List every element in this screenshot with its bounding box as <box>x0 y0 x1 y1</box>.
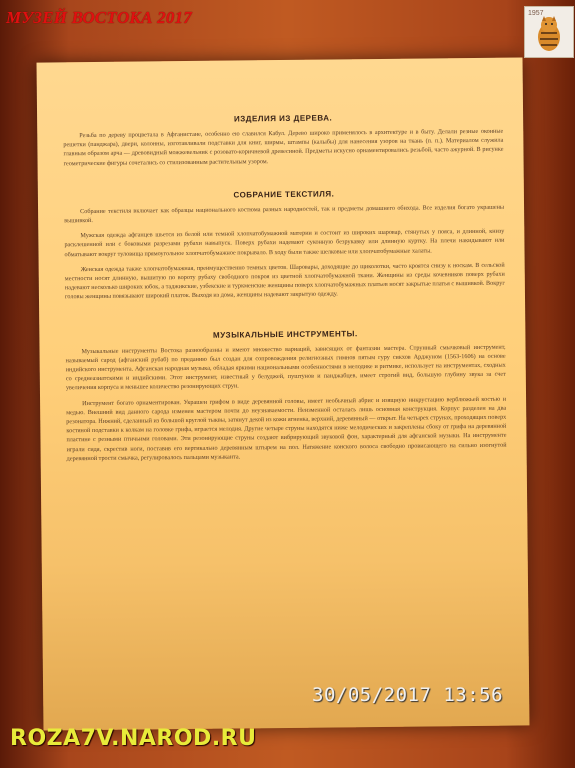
section-title-wood: ИЗДЕЛИЯ ИЗ ДЕРЕВА. <box>233 113 333 124</box>
logo-year: 1957 <box>528 10 544 17</box>
section-wood <box>63 112 504 168</box>
watermark-title: МУЗЕЙ ВОСТОКА 2017 <box>6 8 192 27</box>
photo-date-stamp: 30/05/2017 13:56 <box>312 684 504 706</box>
section-instruments <box>65 327 506 463</box>
paragraph: Резьба по дереву процветала в Афганистане, особенно ею славился Кабул. Дерево широко применялось в архитектуре и в быту. Делали резные оконные решетки (панджара), двери, колонны, изготавливали подставки для книг, ширмы, штампы (калыбы) для нанесения узоров на ткань (п. п.). Материалом служила главным образом арча — древовидный можжевельник с розовато-коричневой древесиной. Предметы искусно орнаментировались резьбой, часто ажурной. В рисунке геометрические фигуры сочетались со стилизованным растительным узором. <box>63 127 504 167</box>
museum-info-sheet <box>37 57 530 730</box>
section-title-instruments: МУЗЫКАЛЬНЫЕ ИНСТРУМЕНТЫ. <box>212 328 358 340</box>
paragraph: Женская одежда также хлопчатобумажная, преимущественно темных цветов. Шаровары, доходящие до щиколотки, часто кроятся снизу к носкам. В сельской местности носят длинную, вышитую по вороту рубаху свободного покроя из цветной хлопчатобумажной ткани. Женщины из среды кочевников поверх рубахи надевают несколько широких юбок, а таджикские, узбекские и туркменские женщины поверх хлопчатобумажных платьев носят закрытые платья с вышивкой. Вокруг головы женщины повязывают широкий платок. Выходя из дома, женщины надевают закрытую одежду. <box>64 261 505 301</box>
paragraph: Мужская одежда афганцев шьется из белой или темной хлопчатобумажной материи и состоит из широких шаровар, стянутых у пояса, и длинной, книзу расклешенной или с боковыми разрезами рубахи навыпуск. Поверх рубахи надевают суконную безрукавку или длинную куртку. На плечи накидывают или обматывают вокруг туловища прямоугольное хлопчатобумажное покрывало. В ходу были также шелковые или хлопчатобумажные халаты. <box>64 227 505 258</box>
paragraph: Инструмент богато орнаментирован. Украшен грифом в виде деревянной головы, имеет необычный абрис и изящную инкрустацию верблюжьей костью и медью. Внешний вид данного сарода изменен мастером почти до неузнаваемости. Неизменной осталась лишь основная конструкция. Корпус разделен на два резонатора. Нижний, сделанный из большой круглой тыквы, затянут декой из кожи ягненка, верхний, деревянный — открыт. На четырех струнах, проходящих поверх костяной подставки к колкам на головке грифа, играется мелодия. Другие четыре струны находятся ниже мелодических и закреплены сбоку от грифа на деревянной пластине с резными птичьими головами. Эти резонирующие струны создают вибрирующий звуковой фон, характерный для афганской музыки. На инструменте играли сидя, скрестив ноги, поставив его вертикально деревянным штырем на пол. Натяжение конского волоса свободно провисающего на сильно изогнутой деревянной трости смычка, регулировалось пальцами музыканта. <box>66 395 507 463</box>
paragraph: Собрание текстиля включает как образцы национального костюма разных народностей, так и предметы домашнего обихода. Все изделия богато украшены вышивкой. <box>64 203 505 225</box>
sheet-content <box>63 98 507 470</box>
paragraph: Музыкальные инструменты Востока разнообразны и имеют множество вариаций, зависящих от фантазии мастера. Струнный смычковый инструмент, называемый сарод (афганский рубаб) по преданию был создан для сопровождения религиозных гимнов пятым гуру сикхов Арджуном (1563-1606) на основе индийского инструмента. Афганская народная музыка, обладая яркими национальными особенностями в мелодике и ритмике, использует на инструментах, сходных со среднеазиатскими и индийскими. Этот инструмент, известный у белуджей, пуштунов и панджабцев, имеет строгий вид, большую глубину звука за счет увеличения корпуса и меньшее количество резонирующих струн. <box>65 343 506 392</box>
section-title-textile: СОБРАНИЕ ТЕКСТИЛЯ. <box>233 189 335 200</box>
section-textile <box>64 187 505 301</box>
watermark-site: ROZA7V.NAROD.RU <box>10 726 257 751</box>
tiger-logo <box>524 6 574 58</box>
